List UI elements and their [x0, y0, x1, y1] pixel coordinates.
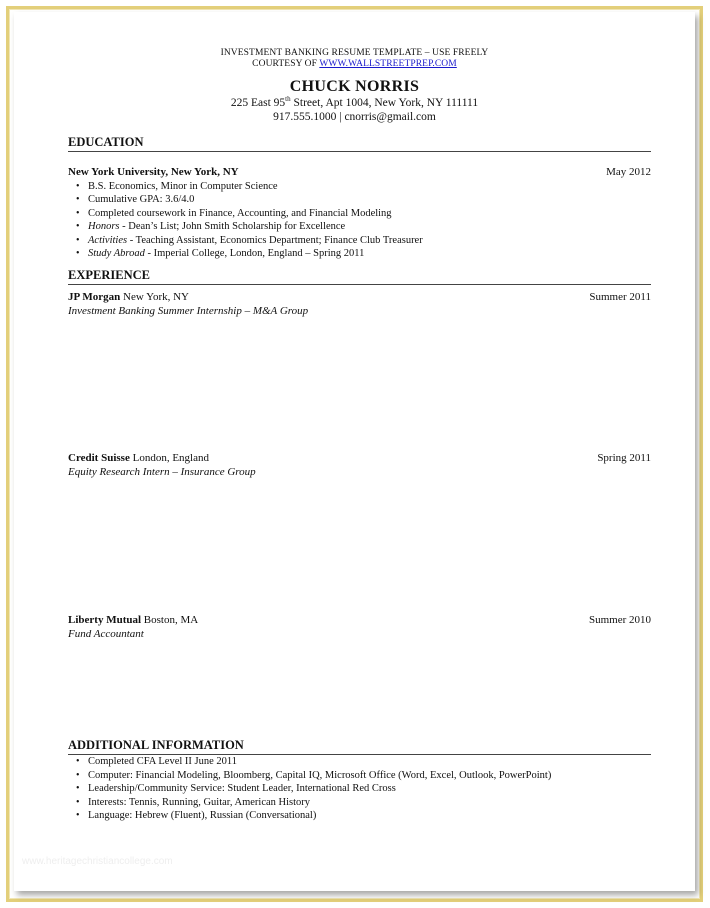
job-location: Boston, MA: [141, 614, 199, 626]
job-role: Equity Research Intern – Insurance Group: [68, 465, 256, 478]
list-item: • Computer: Financial Modeling, Bloomberg, Capital IQ, Microsoft Office (Word, Excel, Outlook, PowerPoint): [76, 769, 651, 783]
education-row: [68, 166, 651, 180]
wallstreetprep-link[interactable]: WWW.WALLSTREETPREP.COM: [319, 59, 457, 69]
list-item: [76, 234, 651, 248]
job-row: [68, 291, 651, 305]
job-entry: [68, 452, 651, 479]
list-item: • Leadership/Community Service: Student Leader, International Red Cross: [76, 782, 651, 796]
job-org-location: [68, 614, 198, 628]
address-part1: 225 East 95: [230, 97, 286, 109]
resume-header: [14, 48, 695, 124]
list-item: • Completed CFA Level II June 2011: [76, 755, 651, 769]
job-role: Fund Accountant: [68, 627, 144, 640]
additional-bullets: [76, 755, 651, 823]
job-row: [68, 452, 651, 466]
list-item: [76, 220, 651, 234]
address-part2: Street, Apt 1004, New York, NY 111111: [290, 97, 479, 109]
courtesy-prefix: COURTESY OF: [252, 59, 320, 69]
address-line: [14, 96, 695, 110]
courtesy-line: [14, 59, 695, 70]
list-item: [76, 193, 651, 207]
job-org: Credit Suisse: [68, 452, 130, 464]
list-item: [76, 180, 651, 194]
job-date: Spring 2011: [597, 452, 651, 464]
bullet-text: - Imperial College, London, England – Spring 2011: [144, 248, 365, 259]
job-entry: [68, 614, 651, 641]
additional-heading: ADDITIONAL INFORMATION: [68, 738, 651, 755]
experience-heading: EXPERIENCE: [68, 268, 651, 285]
school-name: New York University, New York, NY: [68, 166, 239, 178]
bullet-text: Completed coursework in Finance, Accounting, and Financial Modeling: [88, 207, 392, 219]
job-org-location: [68, 291, 189, 305]
job-org-location: [68, 452, 209, 466]
job-date: Summer 2011: [589, 291, 651, 303]
candidate-name: CHUCK NORRIS: [289, 78, 420, 95]
job-row: [68, 614, 651, 628]
bullet-text: - Dean’s List; John Smith Scholarship for Excellence: [119, 221, 346, 232]
job-org: JP Morgan: [68, 291, 121, 303]
list-item: • Interests: Tennis, Running, Guitar, American History: [76, 796, 651, 810]
job-entry: [68, 291, 651, 318]
watermark-text: www.heritagechristiancollege.com: [22, 856, 173, 867]
job-location: London, England: [129, 452, 209, 464]
resume-page: [14, 12, 695, 891]
education-date: May 2012: [606, 166, 651, 178]
bullet-label: Study Abroad: [88, 248, 145, 259]
list-item: [76, 247, 651, 261]
template-note: INVESTMENT BANKING RESUME TEMPLATE – USE FREELY: [220, 48, 489, 58]
job-location: New York, NY: [120, 291, 190, 303]
contact-line: 917.555.1000 | cnorris@gmail.com: [273, 111, 436, 123]
education-bullets: [76, 180, 651, 261]
bullet-label: Honors: [88, 221, 120, 232]
address-sup: th: [285, 95, 291, 104]
bullet-label: Activities: [88, 234, 128, 246]
education-heading: EDUCATION: [68, 135, 651, 152]
additional-entry: [68, 755, 651, 823]
job-org: Liberty Mutual: [68, 614, 142, 626]
bullet-text: - Teaching Assistant, Economics Department; Finance Club Treasurer: [127, 234, 423, 246]
job-date: Summer 2010: [588, 614, 651, 626]
education-entry: [68, 166, 651, 261]
list-item: • Language: Hebrew (Fluent), Russian (Conversational): [76, 809, 651, 823]
job-role: Investment Banking Summer Internship – M&A Group: [68, 304, 309, 317]
list-item: [76, 207, 651, 221]
bullet-text: B.S. Economics, Minor in Computer Science: [88, 180, 278, 192]
bullet-text: Cumulative GPA: 3.6/4.0: [88, 194, 195, 205]
